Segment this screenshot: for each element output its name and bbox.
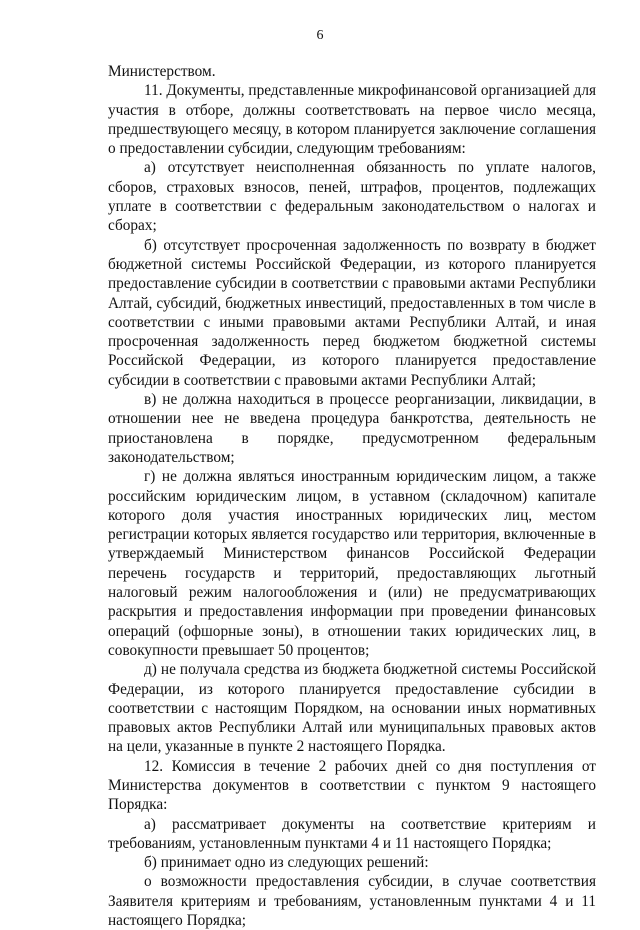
paragraph-clause-11-a: а) отсутствует неисполненная обязанность по уплате налогов, сборов, страховых взносов, пеней, штрафов, процентов, подлежащих уплате в соответствии с федеральным законодательством о налогах и сборах; xyxy=(108,159,596,235)
paragraph-clause-11-v: в) не должна находиться в процессе реорганизации, ликвидации, в отношении нее не введена процедура банкротства, деятельность не приостановлена в порядке, предусмотренном федеральным законодательством; xyxy=(108,391,596,466)
paragraph-clause-12: 12. Комиссия в течение 2 рабочих дней со дня поступления от Министерства документов в соответствии с пунктом 9 настоящего Порядка: xyxy=(108,757,596,814)
paragraph-clause-12-a: а) рассматривает документы на соответствие критериям и требованиям, установленным пунктами 4 и 11 настоящего Порядка; xyxy=(108,815,596,852)
paragraph-clause-12-b: б) принимает одно из следующих решений: xyxy=(144,854,429,872)
paragraph-clause-11: 11. Документы, представленные микрофинансовой организацией для участия в отборе, должны соответствовать на первое число месяца, предшествующего месяцу, в котором планируется заключение соглашения о предоставлении субсидии, следующим требованиям: xyxy=(108,82,597,158)
paragraph-decision-possible: о возможности предоставления субсидии, в случае соответствия Заявителя критериям и требованиям, установленным пунктами 4 и 11 настоящего Порядка; xyxy=(108,873,596,930)
page-number: 6 xyxy=(316,28,324,43)
document-body xyxy=(108,62,596,930)
paragraph-clause-11-b: б) отсутствует просроченная задолженность по возврату в бюджет бюджетной системы Российской Федерации, из которого планируется предоставление субсидии в соответствии с правовыми актами Республики Алтай, субсидий, бюджетных инвестиций, предоставленных в том числе в соответствии с иными правовыми актами Республики Алтай, и иная просроченная задолженность перед бюджетом бюджетной системы Российской Федерации, из которого планируется предоставление субсидии в соответствии с правовыми актами Республики Алтай; xyxy=(108,236,596,389)
paragraph-ministry-tail: Министерством. xyxy=(108,63,216,80)
paragraph-clause-11-d: д) не получала средства из бюджета бюджетной системы Российской Федерации, из которого планируется предоставление субсидии в соответствии с настоящим Порядком, на основании иных нормативных правовых актов Республики Алтай или муниципальных правовых актов на цели, указанные в пункте 2 настоящего Порядка. xyxy=(108,661,596,756)
paragraph-clause-11-g: г) не должна являться иностранным юридическим лицом, а также российским юридическим лицом, в уставном (складочном) капитале которого доля участия иностранных юридических лиц, местом регистрации которых является государство или территория, включенные в утверждаемый Министерством финансов Российской Федерации перечень государств и территорий, предоставляющих льготный налоговый режим налогообложения и (или) не предусматривающих раскрытия и предоставления информации при проведении финансовых операций (офшорные зоны), в отношении таких юридических лиц, в совокупности превышает 50 процентов; xyxy=(108,468,596,659)
